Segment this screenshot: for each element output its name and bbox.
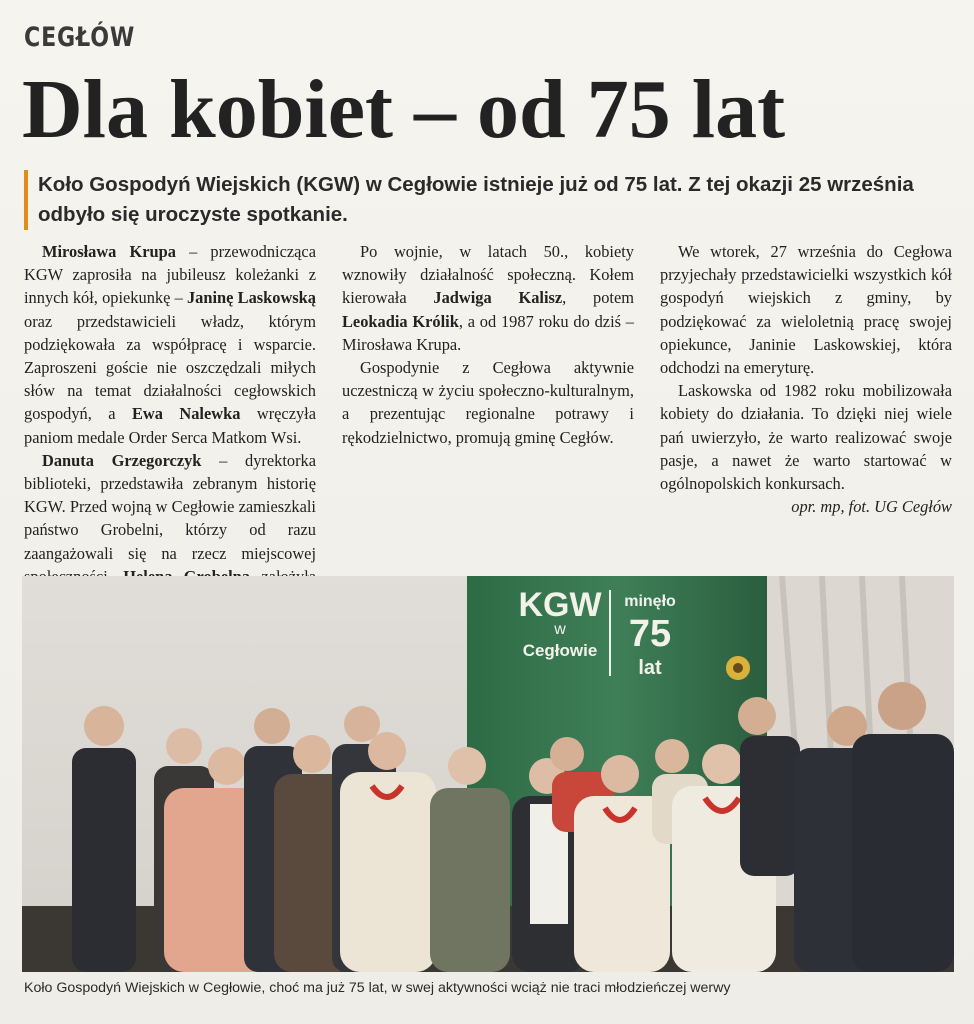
banner-town: Cegłowie [522,641,598,660]
article-paragraph: Gospodynie z Cegłowa aktywnie uczestniczą w życiu społeczno-kulturalnym, a prezentując regionalne potrawy i rękodzielnictwo, promują gminę Cegłów. [342,358,634,447]
text-run: wręczyła paniom medale Order Serca Matkom Wsi. [24,404,316,447]
photo-credit: opr. mp, fot. UG Cegłów [791,497,952,517]
person-name: Janinę Laskowską [186,288,316,308]
article-body [24,240,954,570]
text-run: oraz przedstawicieli władz, którym podziękowała za współpracę i wsparcie. Zaproszeni goście nie oszczędzali miłych słów na temat działalności cegłowskich gospodyń, a [24,311,316,424]
headline: Dla kobiet – od 75 lat [22,63,786,156]
article-paragraph: We wtorek, 27 września do Cegłowa przyjechały przedstawicielki wszystkich kół gospodyń wiejskich z gminy, by podziękować za wieloletnią pracę swojej opiekunce, Janinie Laskowskiej, która odchodzi na emeryturę. [660,242,952,378]
banner-kgw: KGW [518,586,602,624]
person-name: Danuta Grzegorczyk [42,450,202,470]
person-name: Ewa Nalewka [132,404,241,424]
article-paragraph [660,379,952,517]
text-run: – dyrektorka biblioteki, przedstawiła zebranym historię KGW. Przed wojną w Cegłowie zamieszkali państwo Grobelni, którzy od razu zaangażowali się na rzecz miejscowej [24,450,316,563]
banner-lat: lat [638,657,662,679]
article-paragraph [24,240,316,449]
banner-75: 75 [628,613,672,655]
article-column-2 [342,240,634,570]
article-column-3 [660,240,952,570]
banner-minelo: minęło [624,593,676,610]
section-tag: CEGŁÓW [24,22,136,53]
group-photo [22,576,954,972]
banner-w: w [554,621,566,638]
text-run: Laskowska od 1982 roku mobilizowała kobiety do działania. To dzięki niej wiele pań uwierzyło, że warto realizować swoje pasje, a nawet że warto startować w ogólnopolskich konkursach. [660,381,952,494]
person-name: Leokadia Królik [342,311,459,331]
lead-paragraph: Koło Gospodyń Wiejskich (KGW) w Cegłowie istnieje już od 75 lat. Z tej okazji 25 września odbyło się uroczyste spotkanie. [24,170,954,230]
photo-caption: Koło Gospodyń Wiejskich w Cegłowie, choć ma już 75 lat, w swej aktywności wciąż nie traci młodzieńczej werwy [24,980,731,996]
text-run: , a od 1987 roku do dziś – Mirosława Krupa. [342,311,634,354]
text-run: Po wojnie, w latach 50., kobiety wznowiły działalność społeczną. Kołem kierowała [342,242,634,308]
person-name: Mirosława Krupa [42,242,176,261]
text-run: , potem [562,288,634,308]
article-paragraph [342,240,634,356]
person-name: Jadwiga Kalisz [433,288,563,308]
group-photo-illustration [22,576,954,972]
text-run: – przewodnicząca KGW zaprosiła na jubileusz koleżanki z innych kół, opiekunkę – [24,242,316,308]
article-column-1 [24,240,316,570]
